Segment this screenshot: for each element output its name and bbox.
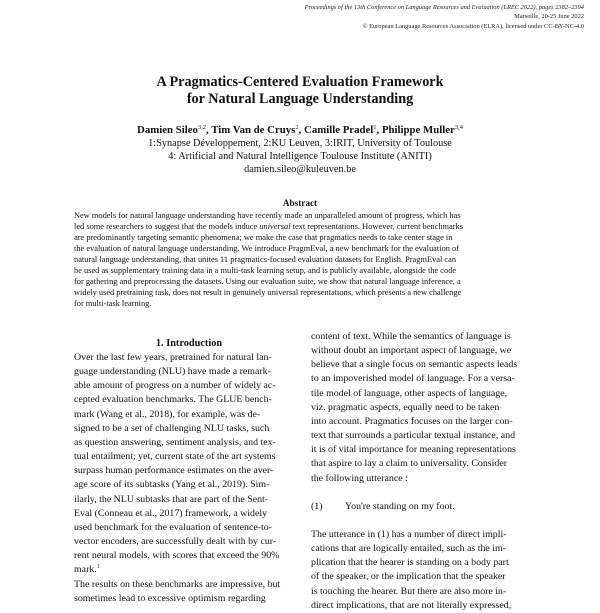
body-text-line: The results on these benchmarks are impressive, but [74,578,281,590]
abstract-line: the evaluation of natural language understanding. We introduce PragmEval, a new benchmark for the evaluation of [74,244,459,253]
body-text-line: Eval (Conneau et al., 2017) framework, a widely [74,507,268,519]
body-text-line: as question answering, sentiment analysis, and tex- [74,436,276,448]
body-text-line: tile model of language, other aspects of language, [311,387,508,399]
body-text-line: into account. Pragmatics focuses on the larger con- [311,415,513,427]
body-text-line: rent neural models, with scores that exceed the 90% [74,550,280,562]
author-affiliation-mark: 1 [373,124,377,131]
body-text-fragment: mark. [74,564,97,576]
body-text-line: cepted evaluation benchmarks. The GLUE bench- [74,394,272,406]
body-text-line: direct implications, that are not literally expressed, [311,599,512,611]
author-email: damien.sileo@kuleuven.be [244,163,356,175]
author-name: Philippe Muller [381,124,455,136]
title-line-1: A Pragmatics-Centered Evaluation Framework [156,74,444,90]
body-text-line: cations that are logically entailed, such as the im- [311,543,506,555]
abstract-line: for multi-task learning. [74,299,152,308]
affiliation-line-1: 1:Synapse Développement, 2:KU Leuven, 3:IRIT, University of Toulouse [148,138,452,149]
body-text-line: The utterance in (1) has a number of direct impli- [311,528,507,540]
body-text-line: vector encoders, are successfully dealt with by cur- [74,536,277,548]
abstract-line: led some researchers to suggest that the models induce universal text representations. However, current benchmarks [74,222,463,231]
body-text-line: of the speaker, or the implication that the speaker [311,571,506,583]
abstract-line: natural language understanding, that unites 11 pragmatics-focused evaluation datasets for English. PragmEval can [74,255,457,264]
example-sentence [311,500,547,514]
abstract-line: New models for natural language understanding have recently made an unparalleled amount of progress, which has [74,211,461,220]
body-text-line: guage understanding (NLU) have made a remark- [74,366,271,378]
author-affiliation-mark: 3,2 [197,124,207,131]
body-text-line: ilarly, the NLU subtasks that are part of the Sent- [74,493,269,505]
body-text-line: sometimes lead to excessive optimism regarding [74,592,266,604]
example-text: You're standing on my foot. [345,500,455,512]
body-text-line: without doubt an important aspect of language, we [311,345,512,357]
proceedings-header [184,3,584,31]
body-text-line: the following utterance : [311,472,408,484]
body-text-line: Over the last few years, pretrained for natural lan- [74,352,272,363]
proceedings-line: Proceedings of the 13th Conference on Language Resources and Evaluation (LREC 2022), pages 2382–2394 [304,4,584,11]
author-affiliation-mark: 3,4 [454,124,463,131]
author-name: Camille Pradel [304,124,374,136]
body-text-line: able amount of progress on a number of widely ac- [74,380,276,392]
abstract-line: are predominantly targeting semantic phenomena; we make the case that pragmatics needs to take center stage in [74,233,453,242]
body-text-line: to an impoverished model of language. For a versa- [311,373,515,385]
body-text-line: age score of its subtasks (Yang et al., 2019). Sim- [74,479,270,491]
paper-title [0,74,600,108]
example-number: (1) [311,500,323,512]
body-text-line: signed to be a set of challenging NLU tasks, such [74,422,270,434]
author-name: Tim Van de Cruys [211,124,296,136]
right-column [311,330,547,613]
body-text-line: used benchmark for the evaluation of sentence-to- [74,521,272,533]
license-line: © European Language Resources Association (ELRA), licensed under CC-BY-NC-4.0 [362,22,584,30]
body-text-line: that aspire to lay a claim to universality. Consider [311,458,507,470]
abstract-line: for gathering and preprocessing the datasets. Using our evaluation suite, we show that natural language inference, a [74,277,461,286]
abstract-body [74,210,544,309]
author-affiliation-mark: 2 [295,124,299,131]
body-text-line: content of text. While the semantics of language is [311,331,511,342]
body-text-line: viz. pragmatic aspects, equally need to be taken [311,401,500,413]
body-text-line [74,563,310,577]
body-text-line: is touching the hearer. But there are also more in- [311,585,507,597]
body-text-line: believe that a single focus on semantic aspects leads [311,359,518,371]
affiliations [0,138,600,176]
body-text-line: mark (Wang et al., 2018), for example, was de- [74,408,261,420]
venue-line: Marseille, 20-25 June 2022 [514,13,584,21]
abstract-line: widely used pretraining task, does not result in genuinely universal representations, which presents a new challenge [74,288,462,297]
body-text-line: surpass human performance estimates on the aver- [74,465,274,477]
abstract-heading: Abstract [282,198,318,208]
section-heading: 1. Introduction [155,338,223,349]
body-text-line: text that surrounds a particular textual instance, and [311,430,516,442]
left-column [74,351,310,606]
title-line-2: for Natural Language Understanding [186,91,414,107]
abstract-line: be used as supplementary training data in a multi-task learning setup, and is publicly available, alongside the code [74,266,457,275]
author-list: Damien Sileo$^{3,2}$, Tim Van de Cruys$^2$, Camille Pradel$^1$, Philippe Muller$^{3,4}$ [137,124,463,136]
footnote-mark: 1 [96,564,100,571]
body-text-line: plication that the hearer is standing on a body part [311,557,509,569]
body-text-line: it is of vital importance for meaning representations [311,444,516,456]
body-text-line: tual entailment; yet, current state of the art systems [74,451,276,463]
author-name: Damien Sileo [137,124,198,136]
affiliation-line-2: 4: Artificial and Natural Intelligence Toulouse Institute (ANITI) [168,150,432,162]
